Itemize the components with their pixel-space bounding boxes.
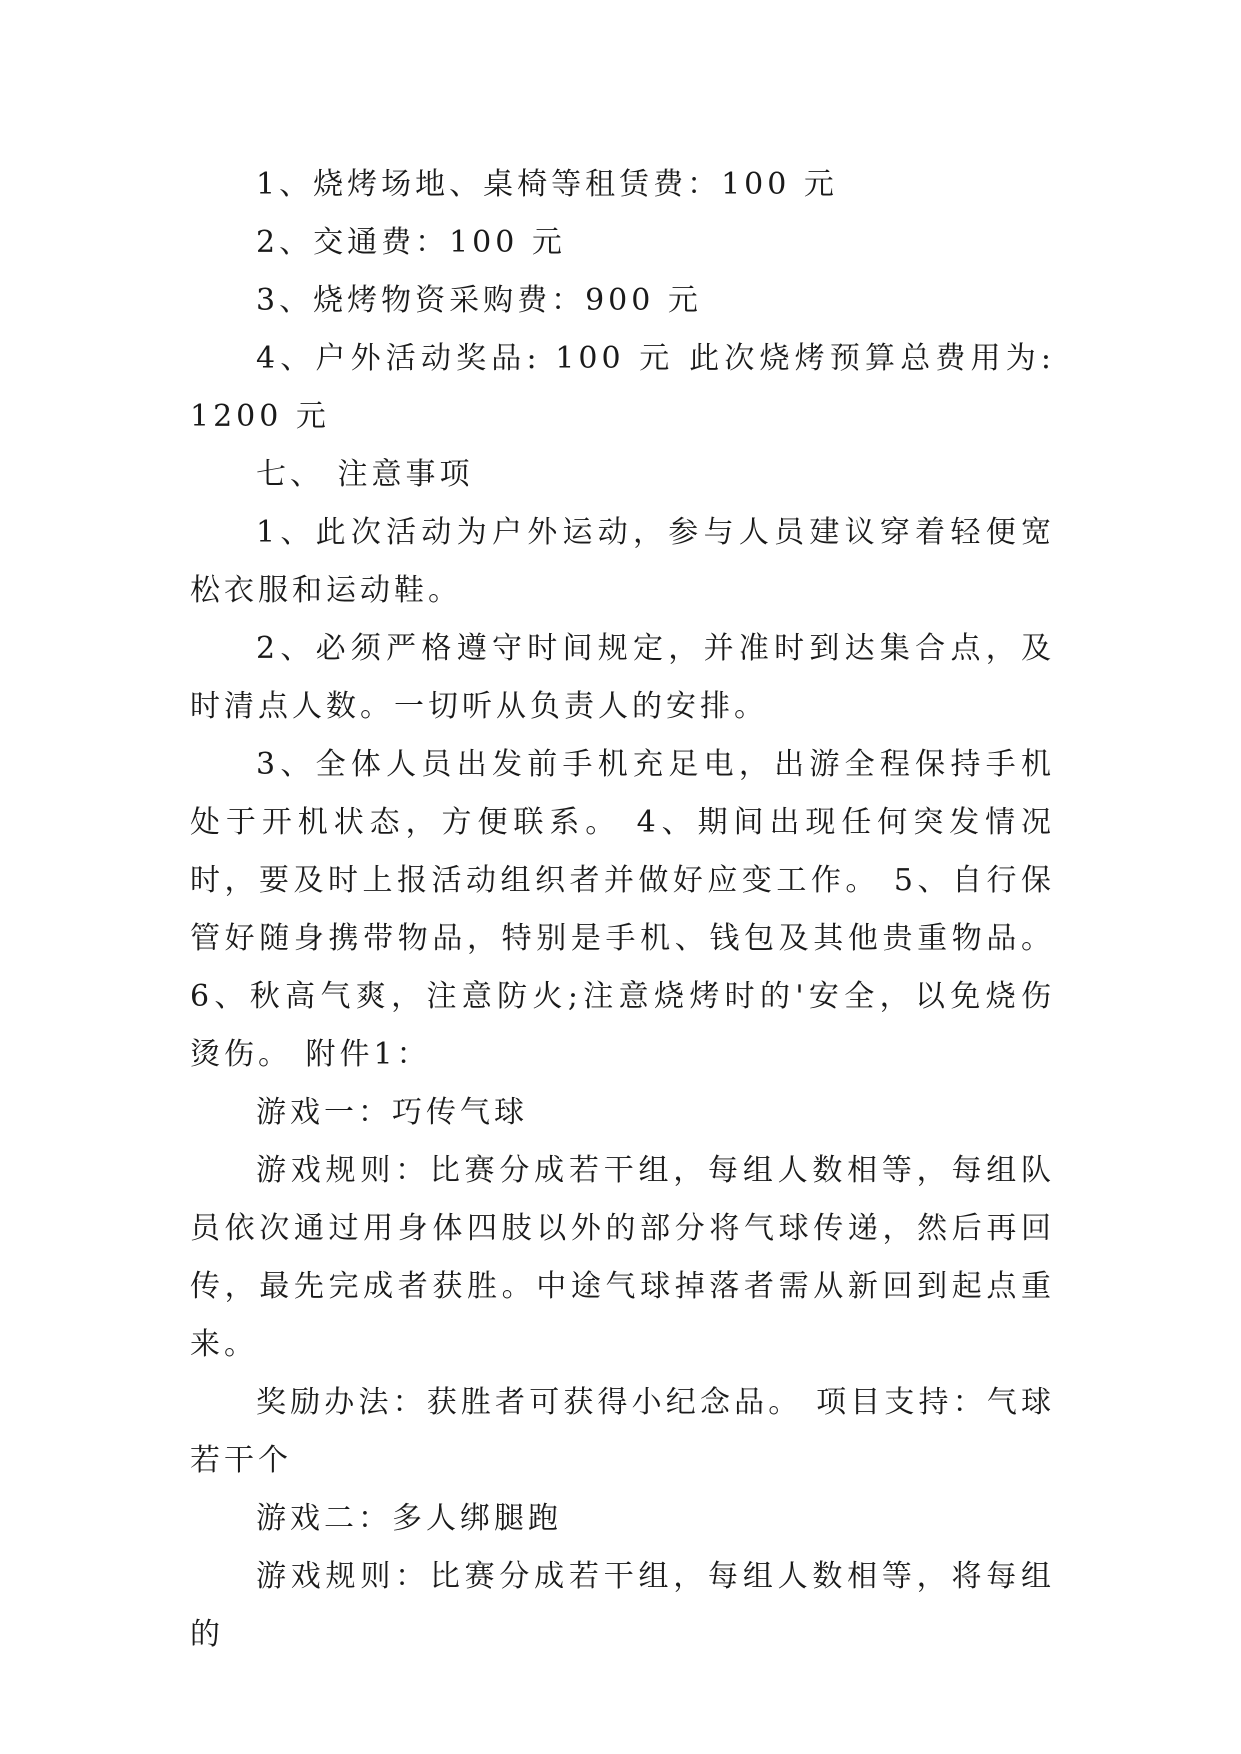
game-two-rules: 游戏规则：比赛分成若干组，每组人数相等，将每组的 [190,1559,1055,1652]
game-two-title: 游戏二：多人绑腿跑 [256,1501,562,1536]
game-one-rules: 游戏规则：比赛分成若干组，每组人数相等，每组队员依次通过用身体四肢以外的部分将气球传递，然后再回传，最先完成者获胜。中途气球掉落者需从新回到起点重来。 [190,1153,1055,1362]
paragraph-fee-venue: 1、烧烤场地、桌椅等租赁费：100 元 [256,167,838,202]
paragraph-note-punctuality: 2、必须严格遵守时间规定，并准时到达集合点，及时清点人数。一切听从负责人的安排。 [190,631,1055,724]
paragraph-note-safety: 3、全体人员出发前手机充足电，出游全程保持手机处于开机状态，方便联系。 4、期间出现任何突发情况时，要及时上报活动组织者并做好应变工作。 5、自行保管好随身携带物品，特别是手机、钱包及其他贵重物品。 6、秋高气爽，注意防火;注意烧烤时的'安全，以免烧伤烫伤。 附件1： [190,747,1055,1072]
paragraph-note-clothing: 1、此次活动为户外运动，参与人员建议穿着轻便宽松衣服和运动鞋。 [190,515,1055,608]
document-body [190,156,1055,1664]
section-heading-notes: 七、 注意事项 [256,457,474,492]
game-one-reward: 奖励办法：获胜者可获得小纪念品。 项目支持：气球若干个 [190,1385,1055,1478]
paragraph-fee-prizes-total: 4、户外活动奖品: 100 元 此次烧烤预算总费用为: 1200 元 [190,341,1055,434]
paragraph-fee-supplies: 3、烧烤物资采购费：900 元 [256,283,702,318]
game-one-title: 游戏一：巧传气球 [256,1095,528,1130]
paragraph-fee-transport: 2、交通费：100 元 [256,225,566,260]
